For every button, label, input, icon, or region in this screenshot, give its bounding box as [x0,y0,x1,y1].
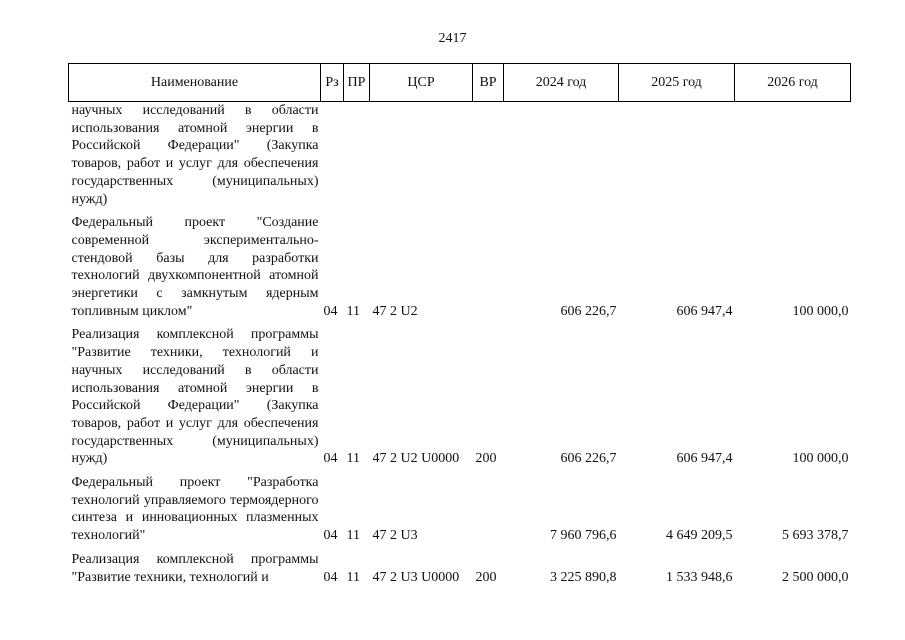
table-row [69,474,851,551]
table-row [69,326,851,474]
row-csr: 47 2 U3 [372,528,418,544]
row-csr: 47 2 U2 [372,303,418,319]
row-2026 [735,102,851,215]
header-2024: 2024 год [504,64,619,102]
header-pr: ПР [344,64,370,102]
row-2025 [619,102,735,215]
header-name: Наименование [69,64,321,102]
row-rz: 04 [323,569,338,585]
table-body [69,102,851,587]
row-2025: 1 533 948,6 [666,569,733,585]
row-2024 [504,102,619,215]
header-vr: ВР [473,64,504,102]
row-vr [473,214,504,326]
header-rz: Рз [321,64,344,102]
row-pr: 11 [346,569,360,585]
row-2026: 100 000,0 [792,451,849,467]
row-rz: 04 [323,528,338,544]
row-name: Федеральный проект "Разработка технологий управляемого термоядерного синтеза и инновационных плазменных технологий" [71,475,319,544]
row-2026: 5 693 378,7 [782,528,849,544]
row-name: Реализация комплексной программы "Развитие техники, технологий и [71,551,319,585]
row-name: Федеральный проект "Создание современной экспериментально-стендовой базы для разработки технологий двухкомпонентной атомной энергетики с замкнутым ядерным топливным циклом" [71,215,319,319]
row-2024: 7 960 796,6 [550,528,617,544]
row-vr: 200 [475,451,497,467]
row-name: научных исследований в области использования атомной энергии в Российской Федерации" (Закупка товаров, работ и услуг для обеспечения государственных (муниципальных) нужд) [71,103,319,207]
row-pr: 11 [346,451,360,467]
row-csr: 47 2 U2 U0000 [372,451,460,467]
row-2025: 606 947,4 [676,303,733,319]
row-vr: 200 [475,569,497,585]
row-rz: 04 [323,451,338,467]
row-2024: 606 226,7 [560,303,617,319]
table-row [69,102,851,215]
row-2024: 606 226,7 [560,451,617,467]
row-2025: 4 649 209,5 [666,528,733,544]
row-2026: 100 000,0 [792,303,849,319]
row-2024: 3 225 890,8 [550,569,617,585]
row-2025: 606 947,4 [676,451,733,467]
row-rz: 04 [323,303,338,319]
row-name: Реализация комплексной программы "Развитие техники, технологий и научных исследований в области использования атомной энергии в Российской Федерации" (Закупка товаров, работ и услуг для обеспечения государственных (муниципальных) нужд) [71,327,319,467]
header-2026: 2026 год [735,64,851,102]
page-number: 2417 [438,31,467,46]
table-header [69,64,851,102]
row-vr [473,474,504,551]
row-pr: 11 [346,303,360,319]
row-csr [370,102,473,215]
row-csr: 47 2 U3 U0000 [372,569,460,585]
row-pr [344,102,370,215]
row-vr [473,102,504,215]
header-csr: ЦСР [370,64,473,102]
table-row [69,551,851,586]
row-2026: 2 500 000,0 [782,569,849,585]
row-pr: 11 [346,528,360,544]
row-rz [321,102,344,215]
header-2025: 2025 год [619,64,735,102]
table-row [69,214,851,326]
budget-table [68,63,851,586]
